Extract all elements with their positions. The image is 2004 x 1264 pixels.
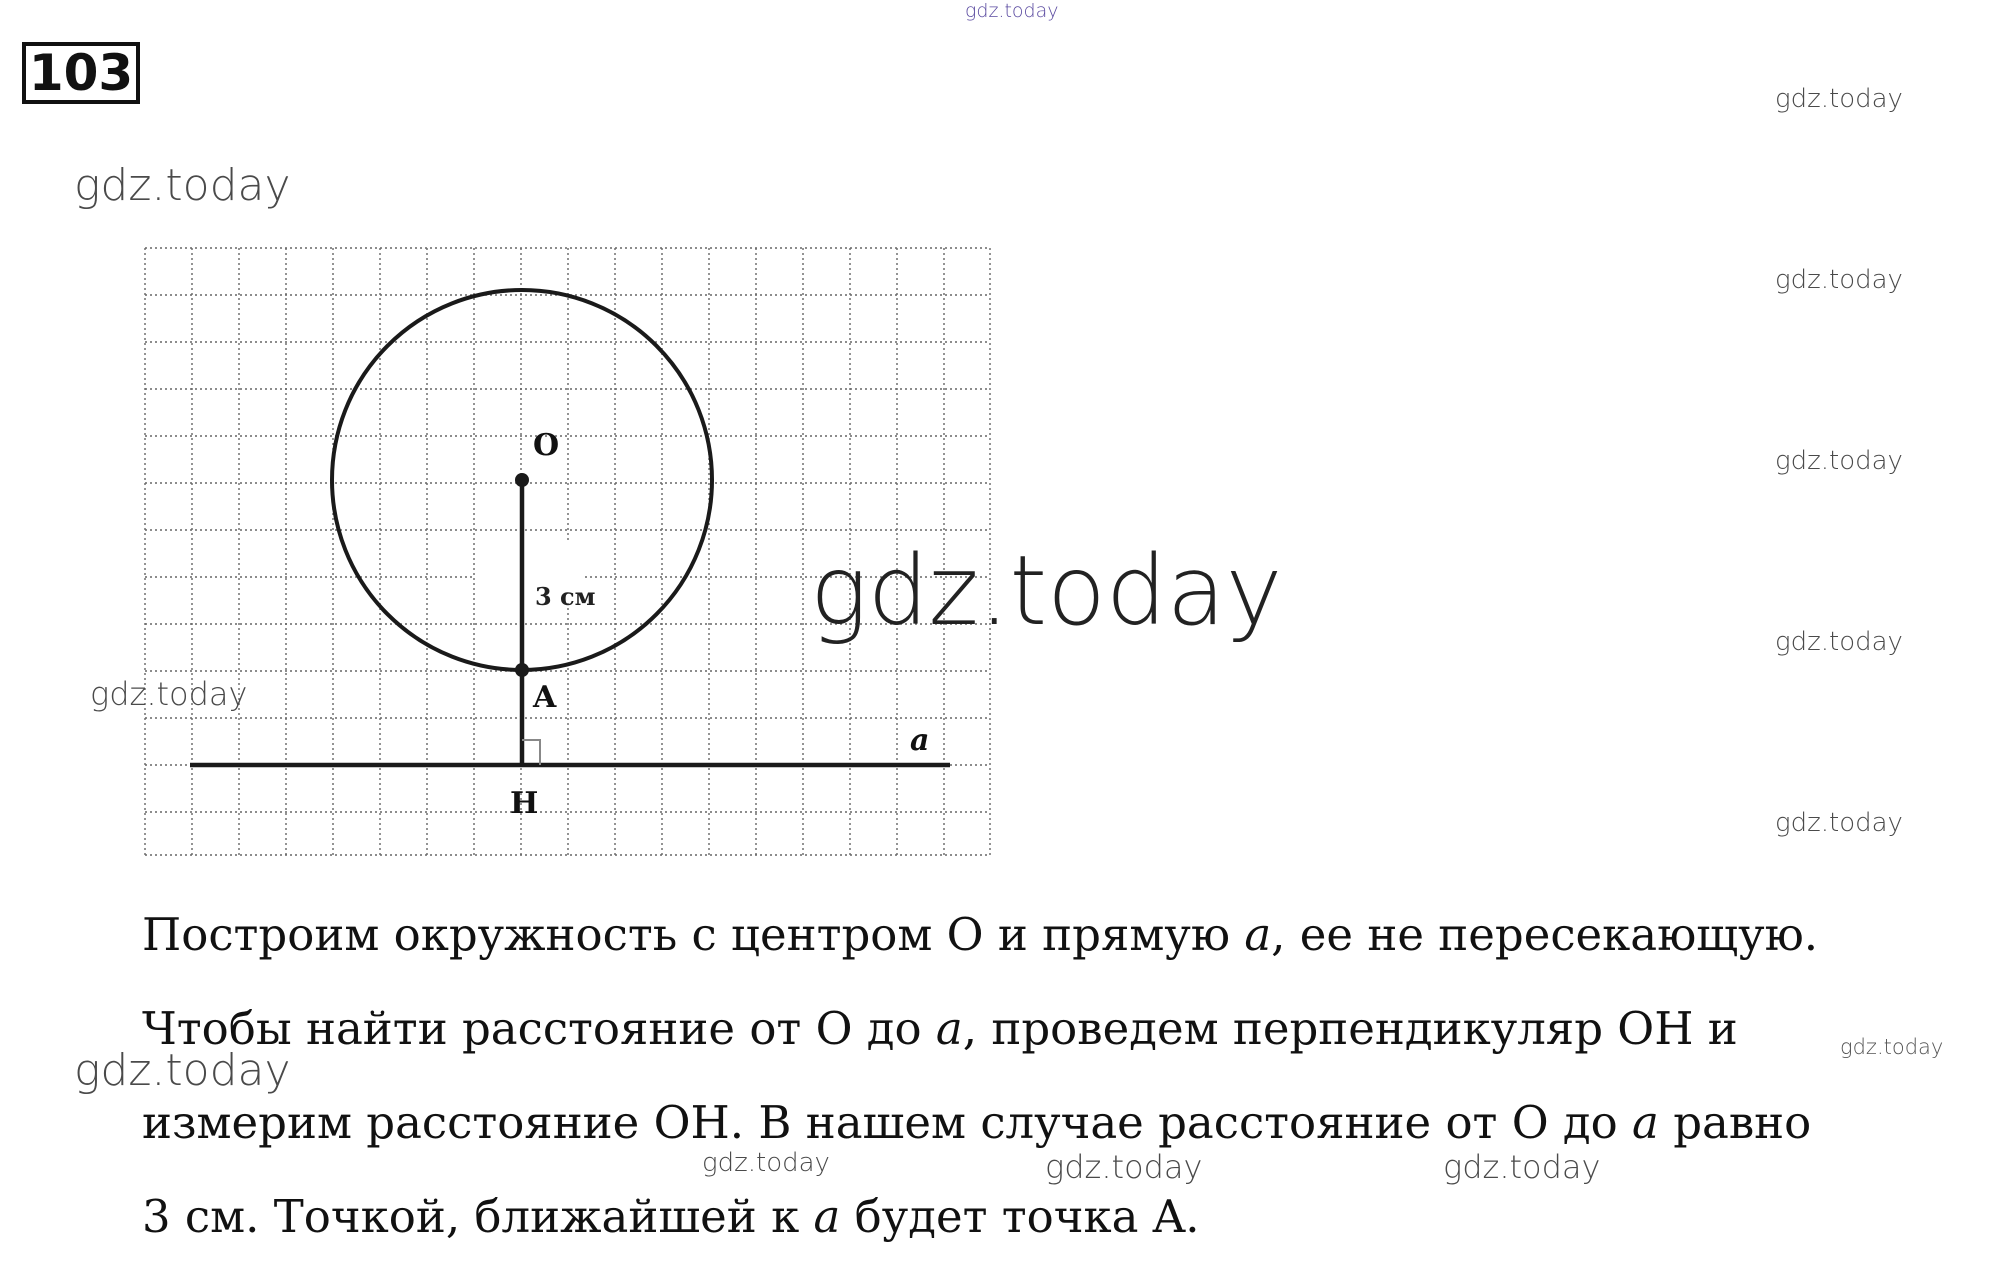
watermark-right-small: gdz.today [1840,1035,1944,1059]
watermark-left-lower: gdz.today [74,1045,291,1096]
watermark-top: gdz.today [965,0,1059,22]
task-number: 103 [22,42,140,104]
solution-line-3: измерим расстояние OH. В нашем случае расстояние от O до a равно [142,1096,1812,1149]
label-o: O [533,428,560,463]
label-radius: 3 см [535,582,596,611]
solution-text [142,888,1982,1264]
label-a: A [533,680,557,715]
watermark-right-3: gdz.today [1775,446,1903,476]
watermark-left-top: gdz.today [74,160,291,211]
solution-line-1: Построим окружность с центром O и прямую a, ее не пересекающую. [142,908,1819,961]
watermark-bottom-2: gdz.today [1045,1148,1203,1186]
solution-line-4: 3 см. Точкой, ближайшей к a будет точка A. [142,1190,1200,1243]
right-angle-mark [522,740,540,765]
watermark-bottom-1: gdz.today [702,1148,830,1178]
watermark-right-5: gdz.today [1775,808,1903,838]
point-a [515,663,529,677]
watermark-right-4: gdz.today [1775,627,1903,657]
label-line-a: a [910,723,930,758]
watermark-bottom-3: gdz.today [1443,1148,1601,1186]
point-center-o [515,473,529,487]
watermark-right-2: gdz.today [1775,265,1903,295]
watermark-right-1: gdz.today [1775,84,1903,114]
label-h: H [510,786,539,821]
solution-line-2: Чтобы найти расстояние от O до a, проведем перпендикуляр OH и [142,1002,1738,1055]
watermark-center-big: gdz.today [810,535,1283,647]
watermark-left-mid: gdz.today [90,675,248,713]
